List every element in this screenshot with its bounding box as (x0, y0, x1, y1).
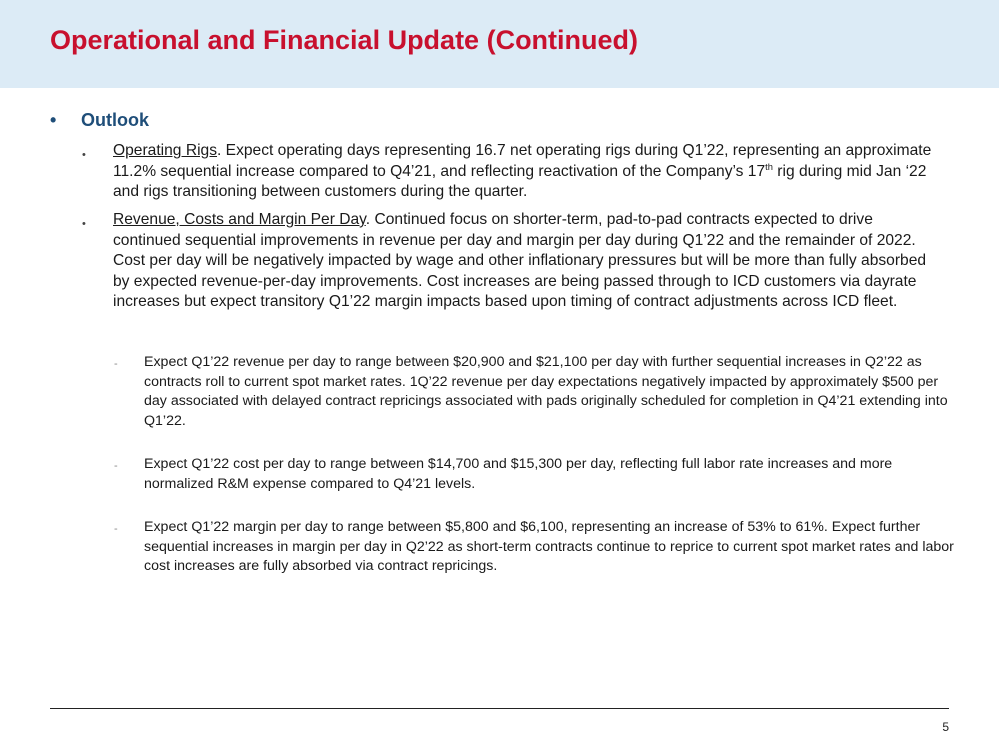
sub-item-revenue-per-day: Expect Q1’22 revenue per day to range between $20,900 and $21,100 per day with further sequential increases in Q2’22 as contracts roll to current spot market rates. 1Q’22 revenue per day expectations negatively impacted by approximately $500 per day associated with delayed contract repricings associated with pads originally scheduled for completion in Q4’21 extending into Q1’22. (144, 354, 948, 429)
page-number: 5 (942, 720, 949, 734)
operating-rigs-label: Operating Rigs (113, 142, 218, 159)
operating-rigs-sup: th (765, 161, 773, 172)
sub-item-dash: - (114, 523, 118, 535)
sub-item-dash: - (114, 358, 118, 370)
revenue-costs-text: . Continued focus on shorter-term, pad-to-pad contracts expected to drive continued sequential improvements in revenue per day and margin per day during Q1’22 and the remainder of 2022. Cost per day will be negatively impacted by wage and other inflationary pressures but will be more than fully absorbed by expected revenue-per-day improvements. Cost increases are being passed through to ICD customers via dayrate increases but expect transitory Q1’22 margin impacts based upon timing of contract adjustments across ICD fleet. (113, 211, 927, 310)
operating-rigs-text-b: rig during mid Jan ‘22 and rigs transitioning between customers during the quarter. (113, 162, 927, 200)
outlook-heading (50, 110, 149, 131)
outlook-bullet: • (50, 110, 57, 130)
bullet-operating-rigs: • (82, 149, 86, 161)
bullet-revenue-costs: • (82, 218, 86, 230)
sub-item-cost-per-day: Expect Q1’22 cost per day to range between $14,700 and $15,300 per day, reflecting full labor rate increases and more normalized R&M expense compared to Q4’21 levels. (144, 456, 893, 492)
sub-item-dash: - (114, 460, 118, 472)
title-banner (0, 0, 999, 88)
footer-divider (50, 708, 949, 709)
revenue-costs-label: Revenue, Costs and Margin Per Day (113, 211, 366, 228)
operating-rigs-text-a: . Expect operating days representing 16.7 net operating rigs during Q1’22, representing an approximate 11.2% sequential increase compared to Q4’21, and reflecting reactivation of the Company’s 17 (113, 142, 932, 180)
outlook-heading-text: Outlook (81, 110, 149, 130)
sub-item-margin-per-day: Expect Q1’22 margin per day to range between $5,800 and $6,100, representing an increase of 53% to 61%. Expect further sequential increases in margin per day in Q2’22 as short-term contracts continue to reprice to current spot market rates and labor cost increases are fully absorbed via contract repricings. (144, 519, 954, 574)
operating-rigs-paragraph (113, 141, 943, 203)
page-title: Operational and Financial Update (Continued) (50, 25, 639, 55)
revenue-costs-paragraph (113, 210, 943, 313)
